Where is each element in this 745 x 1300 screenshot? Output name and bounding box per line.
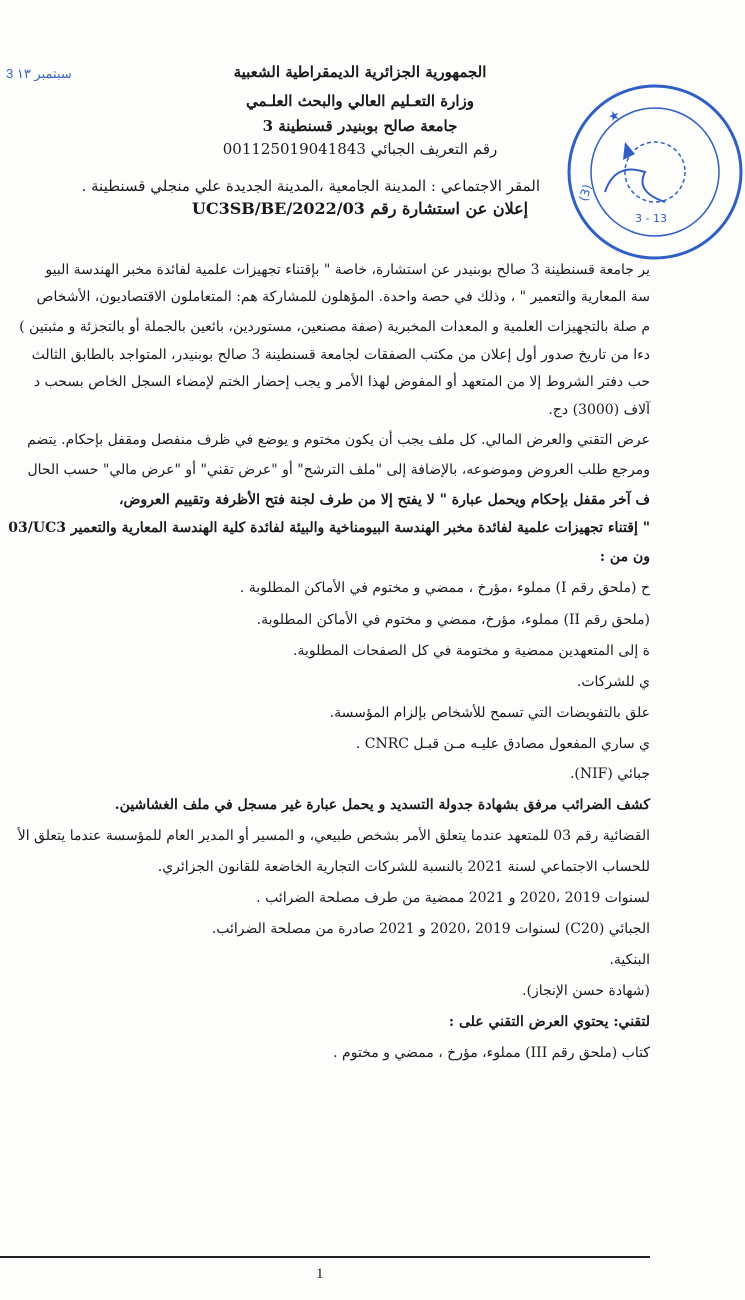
- body-line: م صلة بالتجهيزات العلمية و المعدات المخبرية (صفة مصنعين، مستوردين، بائعين بالجملة أو بالتجزئة و مثبتين ): [19, 319, 650, 335]
- ministry-title: وزارة التعـليم العالي والبحث العلـمي: [245, 92, 475, 110]
- list-item: الجبائي (C20) لسنوات 2019 ،2020 و 2021 صادرة من مصلحة الضرائب.: [211, 921, 650, 937]
- svg-text:(3): (3): [576, 182, 595, 203]
- list-item: للحساب الاجتماعي لسنة 2021 بالنسبة للشركات التجارية الخاضعة للقانون الجزائري.: [157, 859, 650, 875]
- list-item: (ملحق رقم II) مملوء، مؤرخ، ممضي و مختوم في الأماكن المطلوبة.: [256, 612, 650, 628]
- list-item: القضائية رقم 03 للمتعهد عندما يتعلق الأمر بشخص طبيعي، و المسير أو المدير العام للمؤسسة عندما يتعلق الأ: [17, 828, 650, 844]
- list-item: كتاب (ملحق رقم III) مملوء، مؤرخ ، ممضي و مختوم .: [333, 1045, 650, 1061]
- announcement-title: إعلان عن استشارة رقم 03/UC3SB/BE/2022: [191, 199, 529, 218]
- university-name: جامعة صالح بوبنيدر قسنطينة 3: [262, 117, 458, 135]
- list-item: (شهادة حسن الإنجاز).: [522, 983, 650, 999]
- list-item: البنكية.: [609, 952, 650, 968]
- svg-text:3 - 13: 3 - 13: [635, 212, 667, 225]
- corner-stamp-note: 3 ۱۳ سبتمبر: [6, 66, 72, 81]
- body-line: سة المعارية والتعمير " ، وذلك في حصة واحدة. المؤهلون للمشاركة هم: المتعاملون الاقتصاديون، الأشخاص: [36, 289, 650, 305]
- body-line: ومرجع طلب العروض وموضوعه، بالإضافة إلى "ملف الترشح" أو "عرض تقني" أو "عرض مالي" حسب الحال: [27, 462, 650, 478]
- list-item: ي ساري المفعول مصادق عليـه مـن قبـل CNRC .: [355, 736, 650, 752]
- list-item: جبائي (NIF).: [569, 766, 650, 782]
- list-item: ي للشركات.: [576, 674, 650, 690]
- body-line: ف آخر مقفل بإحكام ويحمل عبارة " لا يفتح إلا من طرف لجنة فتح الأظرفة وتقييم العروض،: [118, 492, 650, 508]
- list-item: كشف الضرائب مرفق بشهادة جدولة التسديد و يحمل عبارة غير مسجل في ملف الغشاشين.: [114, 797, 650, 813]
- document-page: 3 ۱۳ سبتمبر ★ (3) 3 - 13 الجمهورية الجزائرية الديمقراطية الشعبية وزارة التعـليم العالي والبحث العلـمي جامعة صالح بوبنيدر قسنطينة 3 رقم التعريف الجبائي 001125019041843 المقر الاجتماعي : المدينة الجامعية ،المدينة الجديدة علي منجلي قسنطينة . إعلان عن استشارة رقم 03/UC3SB/BE/2022 ير جامعة قسنطينة 3 صالح بوبنيدر عن استشارة، خاصة " بإقتناء تجهيزات علمية لفائدة مخبر الهندسة البيو سة المعارية والتعمير " ، وذلك في حصة واحدة. المؤهلون للمشاركة هم: المتعاملون الاقتصاديون، الأشخاص م صلة بالتجهيزات العلمية و المعدات المخبرية (صفة مصنعين، مستوردين، بائعين بالجملة أو بالتجزئة و مثبتين ) دءا من تاريخ صدور أول إعلان من مكتب الصفقات لجامعة قسنطينة 3 صالح بوبنيدر، المتواجد بالطابق الثالث حب دفتر الشروط إلا من المتعهد أو المفوض لهذا الأمر و يجب إحضار الختم لإمضاء السجل الخاص بسحب د آلاف (3000) دج. عرض التقني والعرض المالي. كل ملف يجب أن يكون مختوم و يوضع في ظرف منفصل ومقفل بإحكام. يتضم ومرجع طلب العروض وموضوعه، بالإضافة إلى "ملف الترشح" أو "عرض تقني" أو "عرض مالي" حسب الحال ف آخر مقفل بإحكام ويحمل عبارة " لا يفتح إلا من طرف لجنة فتح الأظرفة وتقييم العروض، 03/UC3 إقتناء تجهيزات علمية لفائدة مخبر الهندسة البيومناخية والبيئة لفائدة كلية الهندسة المعارية والتعمير " ون من : ح (ملحق رقم I) مملوء ،مؤرخ ، ممضي و مختوم في الأماكن المطلوبة . (ملحق رقم II) مملوء، مؤرخ، ممضي و مختوم في الأماكن المطلوبة. ة إلى المتعهدين ممضية و مختومة في كل الصفحات المطلوبة. ي للشركات. علق بالتفويضات التي تسمح للأشخاص بإلزام المؤسسة. ي ساري المفعول مصادق عليـه مـن قبـل CNRC . جبائي (NIF). كشف الضرائب مرفق بشهادة جدولة التسديد و يحمل عبارة غير مسجل في ملف الغشاشين. القضائية رقم 03 للمتعهد عندما يتعلق الأمر بشخص طبيعي، و المسير أو المدير العام للمؤسسة عندما يتعلق الأ للحساب الاجتماعي لسنة 2021 بالنسبة للشركات التجارية الخاضعة للقانون الجزائري. لسنوات 2019 ،2020 و 2021 ممضية من طرف مصلحة الضرائب . الجبائي (C20) لسنوات 2019 ،2020 و 2021 صادرة من مصلحة الضرائب. البنكية. (شهادة حسن الإنجاز). لتقني: يحتوي العرض التقني على : كتاب (ملحق رقم III) مملوء، مؤرخ ، ممضي و مختوم . 1: [0, 0, 650, 1300]
- footer-divider: [0, 1256, 650, 1258]
- page-number: 1: [316, 1266, 324, 1282]
- svg-text:★: ★: [606, 107, 623, 126]
- section-heading: ون من :: [599, 549, 650, 565]
- body-line: حب دفتر الشروط إلا من المتعهد أو المفوض لهذا الأمر و يجب إحضار الختم لإمضاء السجل الخاص بسحب د: [33, 374, 650, 390]
- section-heading: لتقني: يحتوي العرض التقني على :: [448, 1014, 650, 1030]
- republic-title: الجمهورية الجزائرية الديمقراطية الشعبية: [233, 63, 487, 81]
- body-line: دءا من تاريخ صدور أول إعلان من مكتب الصفقات لجامعة قسنطينة 3 صالح بوبنيدر، المتواجد بالطابق الثالث: [31, 347, 650, 363]
- body-line: ير جامعة قسنطينة 3 صالح بوبنيدر عن استشارة، خاصة " بإقتناء تجهيزات علمية لفائدة مخبر الهندسة البيو: [45, 262, 650, 278]
- body-line: 03/UC3 إقتناء تجهيزات علمية لفائدة مخبر الهندسة البيومناخية والبيئة لفائدة كلية الهندسة المعارية والتعمير ": [8, 520, 650, 536]
- list-item: لسنوات 2019 ،2020 و 2021 ممضية من طرف مصلحة الضرائب .: [256, 890, 650, 906]
- tax-id-line: رقم التعريف الجبائي 001125019041843: [222, 140, 498, 158]
- body-line: عرض التقني والعرض المالي. كل ملف يجب أن يكون مختوم و يوضع في ظرف منفصل ومقفل بإحكام. يتضم: [27, 432, 650, 448]
- list-item: ة إلى المتعهدين ممضية و مختومة في كل الصفحات المطلوبة.: [293, 643, 650, 659]
- list-item: ح (ملحق رقم I) مملوء ،مؤرخ ، ممضي و مختوم في الأماكن المطلوبة .: [239, 580, 650, 596]
- list-item: علق بالتفويضات التي تسمح للأشخاص بإلزام المؤسسة.: [329, 705, 650, 721]
